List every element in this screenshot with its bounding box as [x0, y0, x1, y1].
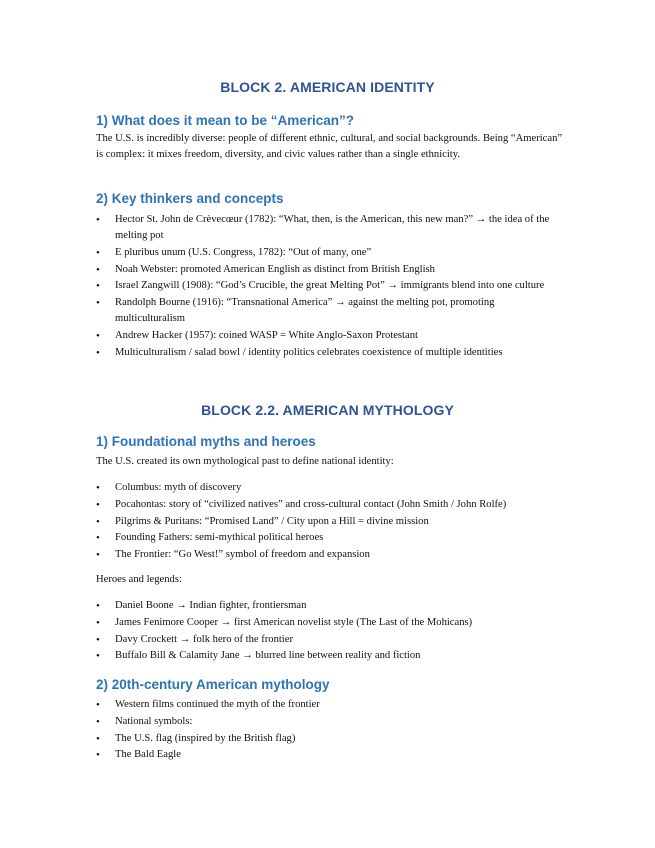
list-item: • E pluribus unum (U.S. Congress, 1782): “Out of many, one” — [96, 245, 566, 261]
section-heading-20th-century-mythology: 2) 20th-century American mythology — [96, 677, 330, 692]
section-heading-foundational-myths: 1) Foundational myths and heroes — [96, 434, 316, 449]
list-item: • Columbus: myth of discovery — [96, 480, 566, 496]
paragraph-heroes-label: Heroes and legends: — [96, 574, 182, 585]
list-item: • Western films continued the myth of the frontier — [96, 697, 566, 713]
list-item: • Noah Webster: promoted American English as distinct from British English — [96, 262, 566, 278]
list-item: • Randolph Bourne (1916): “Transnational America” → against the melting pot, promoting multiculturalism — [96, 295, 566, 327]
list-item: • James Fenimore Cooper → first American novelist style (The Last of the Mohicans) — [96, 615, 566, 631]
list-item: • National symbols: — [96, 714, 566, 730]
list-item: • The Bald Eagle — [96, 747, 566, 763]
paragraph-mythology-intro: The U.S. created its own mythological past to define national identity: — [96, 456, 394, 467]
list-item: • Israel Zangwill (1908): “God’s Crucible, the great Melting Pot” → immigrants blend into one culture — [96, 278, 566, 294]
heroes-legends-list — [96, 598, 566, 665]
key-thinkers-list — [96, 212, 566, 362]
list-item: • Multiculturalism / salad bowl / identity politics celebrates coexistence of multiple identities — [96, 345, 566, 361]
list-item: • Pocahontas: story of “civilized natives” and cross-cultural contact (John Smith / John Rolfe) — [96, 497, 566, 513]
paragraph-american-diversity: The U.S. is incredibly diverse: people of different ethnic, cultural, and social backgrounds. Being “American” is complex: it mixes freedom, diversity, and civic values rather than a single ethnicity. — [96, 133, 563, 160]
block-title-american-identity: BLOCK 2. AMERICAN IDENTITY — [220, 79, 435, 95]
list-item: • Davy Crockett → folk hero of the frontier — [96, 632, 566, 648]
list-item: • Pilgrims & Puritans: “Promised Land” / City upon a Hill = divine mission — [96, 514, 566, 530]
list-item: • Andrew Hacker (1957): coined WASP = White Anglo-Saxon Protestant — [96, 328, 566, 344]
list-item: • Daniel Boone → Indian fighter, frontiersman — [96, 598, 566, 614]
section-heading-key-thinkers: 2) Key thinkers and concepts — [96, 191, 284, 206]
list-item: • Founding Fathers: semi-mythical political heroes — [96, 530, 566, 546]
twentieth-century-list — [96, 697, 566, 764]
block-title-american-mythology: BLOCK 2.2. AMERICAN MYTHOLOGY — [201, 402, 454, 418]
list-item: • The Frontier: “Go West!” symbol of freedom and expansion — [96, 547, 566, 563]
list-item: • Hector St. John de Crèvecœur (1782): “What, then, is the American, this new man?” → the idea of the melting pot — [96, 212, 566, 244]
section-heading-what-is-american: 1) What does it mean to be “American”? — [96, 113, 355, 128]
foundational-myths-list — [96, 480, 566, 564]
list-item: • Buffalo Bill & Calamity Jane → blurred line between reality and fiction — [96, 648, 566, 664]
list-item: • The U.S. flag (inspired by the British flag) — [96, 731, 566, 747]
